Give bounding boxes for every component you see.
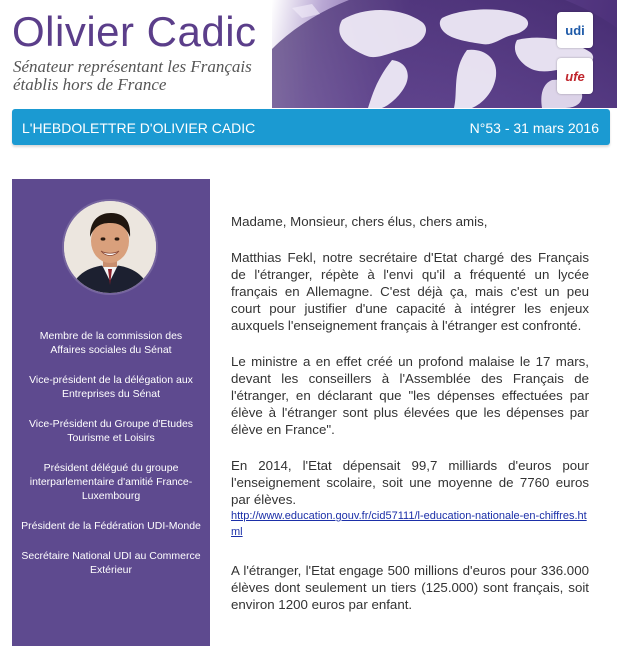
paragraph-abroad: A l'étranger, l'Etat engage 500 millions d'euros pour 336.000 élèves dont seulement un tiers (125.000) sont français, soit environ 1200 euros par enfant. [231,563,589,612]
role-item: Secrétaire National UDI au Commerce Extérieur [21,550,201,576]
issue-number-date: N°53 - 31 mars 2016 [469,120,599,136]
udi-logo-text: udi [565,22,585,38]
newsletter-banner [12,109,610,145]
sidebar [12,179,210,646]
paragraph-fekl: Matthias Fekl, notre secrétaire d'Etat chargé des Français de l'étranger, répète à l'envi qu'il a fréquenté un lycée français en Allemagne. C'est déjà ça, mais c'est un peu court pour justifier d'une capacité à intégrer les enjeux auxquels l'enseignement français à l'étranger est confronté. [231,250,589,333]
newsletter-name: L'HEBDOLETTRE D'OLIVIER CADIC [22,120,256,136]
role-item: Vice-président de la délégation aux Entreprises du Sénat [29,374,193,400]
paragraph-malaise: Le ministre a en effet créé un profond malaise le 17 mars, devant les conseillers à l'Assemblée des Français de l'étranger, en déclarant que "les dépenses effectuées par élève à l'étranger sont plus élevées que les dépenses par élève en France". [231,354,589,437]
roles-list [12,329,210,593]
senator-portrait-avatar [64,201,156,293]
education-stats-link[interactable]: http://www.education.gouv.fr/cid57111/l-education-nationale-en-chiffres.html [231,510,587,538]
role-item: Président délégué du groupe interparlementaire d'amitié France-Luxembourg [29,462,193,502]
paragraph-budget-text: En 2014, l'Etat dépensait 99,7 milliards d'euros pour l'enseignement scolaire, soit une moyenne de 7760 euros par élèves. [231,458,589,507]
udi-logo[interactable] [557,12,593,48]
header-subtitle: Sénateur représentant les Français établis hors de France [13,57,252,94]
role-item: Membre de la commission des Affaires sociales du Sénat [39,330,183,356]
ufe-logo[interactable] [557,58,593,94]
newsletter-body [231,213,589,632]
role-item: Président de la Fédération UDI-Monde [21,520,201,532]
paragraph-budget [231,457,589,540]
newsletter-header [0,0,617,108]
header-title: Olivier Cadic [12,8,257,55]
role-item: Vice-Président du Groupe d'Etudes Tourisme et Loisirs [28,418,194,444]
greeting: Madame, Monsieur, chers élus, chers amis, [231,214,488,229]
ufe-logo-text: ufe [565,68,585,84]
